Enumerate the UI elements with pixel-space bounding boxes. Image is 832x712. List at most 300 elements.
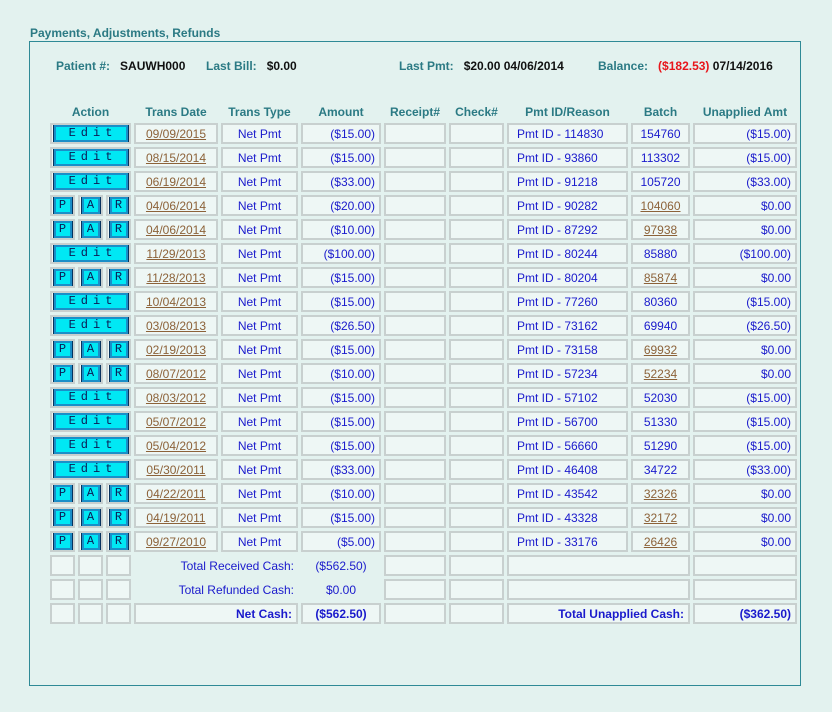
p-button[interactable]: P <box>54 485 72 502</box>
unapplied-cell: $0.00 <box>693 339 797 360</box>
table-row <box>50 243 797 264</box>
col-check: Check# <box>455 105 498 119</box>
receipt-cell <box>384 147 446 168</box>
r-button[interactable]: R <box>110 485 128 502</box>
a-button[interactable]: A <box>82 509 100 526</box>
a-button[interactable]: A <box>82 485 100 502</box>
trans-date-cell <box>134 219 218 240</box>
last-pmt-value: $20.00 04/06/2014 <box>463 59 564 73</box>
batch-cell <box>631 483 690 504</box>
trans-date-link[interactable]: 05/30/2011 <box>146 462 206 477</box>
last-pmt-label: Last Pmt: <box>399 59 454 73</box>
check-cell <box>449 171 504 192</box>
amount-cell: ($100.00) <box>301 243 381 264</box>
empty-cell <box>384 579 446 600</box>
action-cell <box>78 507 103 528</box>
action-cell <box>78 195 103 216</box>
balance-label: Balance: <box>598 59 649 73</box>
check-cell <box>449 459 504 480</box>
table-row <box>50 387 797 408</box>
trans-date-cell <box>134 147 218 168</box>
unapplied-cell: ($26.50) <box>693 315 797 336</box>
net-cash-value: ($562.50) <box>301 603 381 624</box>
batch-link[interactable]: 69932 <box>643 342 678 357</box>
amount-cell: ($5.00) <box>301 531 381 552</box>
batch-cell <box>631 411 690 432</box>
table-row <box>50 435 797 456</box>
pmt-id-cell: Pmt ID - 56700 <box>507 411 628 432</box>
batch-cell <box>631 147 690 168</box>
action-cell <box>106 483 131 504</box>
edit-button[interactable]: Edit <box>54 317 128 334</box>
p-button[interactable]: P <box>54 341 72 358</box>
trans-date-link[interactable]: 05/07/2012 <box>145 414 207 429</box>
trans-date-link[interactable]: 05/04/2012 <box>145 438 207 453</box>
batch-cell <box>631 267 690 288</box>
payments-table <box>47 101 800 627</box>
action-cell <box>106 507 131 528</box>
edit-button[interactable]: Edit <box>54 413 128 430</box>
table-row <box>50 507 797 528</box>
check-cell <box>449 195 504 216</box>
batch-cell <box>631 363 690 384</box>
check-cell <box>449 483 504 504</box>
empty-cell <box>50 555 75 576</box>
action-cell <box>50 267 75 288</box>
amount-cell: ($15.00) <box>301 507 381 528</box>
trans-date-link[interactable]: 11/28/2013 <box>146 270 206 285</box>
action-cell <box>50 411 131 432</box>
trans-date-link[interactable]: 08/03/2012 <box>145 390 207 405</box>
check-cell <box>449 315 504 336</box>
receipt-cell <box>384 267 446 288</box>
batch-link[interactable]: 85874 <box>643 270 678 285</box>
check-cell <box>449 387 504 408</box>
trans-type-cell: Net Pmt <box>221 195 298 216</box>
receipt-cell <box>384 123 446 144</box>
action-cell <box>106 219 131 240</box>
action-cell <box>78 531 103 552</box>
check-cell <box>449 267 504 288</box>
trans-type-cell: Net Pmt <box>221 459 298 480</box>
trans-date-cell <box>134 243 218 264</box>
col-pmt-id: Pmt ID/Reason <box>525 105 610 119</box>
unapplied-cell: ($15.00) <box>693 411 797 432</box>
last-bill-info <box>206 59 297 73</box>
p-button[interactable]: P <box>54 509 72 526</box>
unapplied-cell: ($100.00) <box>693 243 797 264</box>
edit-button[interactable]: Edit <box>54 125 128 142</box>
table-row <box>50 123 797 144</box>
amount-cell: ($15.00) <box>301 435 381 456</box>
unapplied-cell: ($15.00) <box>693 147 797 168</box>
action-cell <box>50 507 75 528</box>
trans-date-link[interactable]: 10/04/2013 <box>145 294 207 309</box>
action-cell <box>78 363 103 384</box>
trans-date-link[interactable]: 02/19/2013 <box>145 342 207 357</box>
check-cell <box>449 435 504 456</box>
p-button[interactable]: P <box>54 197 72 214</box>
trans-type-cell: Net Pmt <box>221 507 298 528</box>
pmt-id-cell: Pmt ID - 91218 <box>507 171 628 192</box>
empty-cell <box>78 555 103 576</box>
unapplied-cell: ($15.00) <box>693 387 797 408</box>
trans-date-link[interactable]: 03/08/2013 <box>145 318 207 333</box>
trans-date-link[interactable]: 08/15/2014 <box>145 150 207 165</box>
col-trans-type: Trans Type <box>228 105 291 119</box>
receipt-cell <box>384 171 446 192</box>
amount-cell: ($10.00) <box>301 363 381 384</box>
action-cell <box>50 123 131 144</box>
pmt-id-cell: Pmt ID - 87292 <box>507 219 628 240</box>
batch-value: 34722 <box>643 462 678 477</box>
action-cell <box>50 243 131 264</box>
check-cell <box>449 123 504 144</box>
amount-cell: ($15.00) <box>301 267 381 288</box>
total-received-row <box>50 555 797 576</box>
action-cell <box>50 147 131 168</box>
trans-date-link[interactable]: 08/07/2012 <box>145 366 207 381</box>
trans-date-cell <box>134 267 218 288</box>
table-row <box>50 267 797 288</box>
section-title: Payments, Adjustments, Refunds <box>30 26 221 40</box>
batch-cell <box>631 171 690 192</box>
receipt-cell <box>384 291 446 312</box>
total-refunded-row <box>50 579 797 600</box>
receipt-cell <box>384 387 446 408</box>
trans-type-cell: Net Pmt <box>221 363 298 384</box>
table-row <box>50 315 797 336</box>
batch-cell <box>631 243 690 264</box>
table-row <box>50 363 797 384</box>
edit-button[interactable]: Edit <box>54 461 128 478</box>
pmt-id-cell: Pmt ID - 73162 <box>507 315 628 336</box>
r-button[interactable]: R <box>110 365 128 382</box>
action-cell <box>106 363 131 384</box>
batch-link[interactable]: 26426 <box>643 534 678 549</box>
trans-date-cell <box>134 387 218 408</box>
balance-info <box>598 59 773 73</box>
patient-label: Patient #: <box>56 59 111 73</box>
edit-button[interactable]: Edit <box>54 437 128 454</box>
amount-cell: ($15.00) <box>301 291 381 312</box>
p-button[interactable]: P <box>54 365 72 382</box>
pmt-id-cell: Pmt ID - 43542 <box>507 483 628 504</box>
a-button[interactable]: A <box>82 533 100 550</box>
unapplied-cell: $0.00 <box>693 363 797 384</box>
amount-cell: ($10.00) <box>301 219 381 240</box>
r-button[interactable]: R <box>110 509 128 526</box>
amount-cell: ($26.50) <box>301 315 381 336</box>
empty-cell <box>78 603 103 624</box>
unapplied-cell: ($15.00) <box>693 435 797 456</box>
trans-date-cell <box>134 459 218 480</box>
amount-cell: ($20.00) <box>301 195 381 216</box>
empty-cell <box>106 579 131 600</box>
trans-type-cell: Net Pmt <box>221 171 298 192</box>
action-cell <box>50 339 75 360</box>
action-cell <box>50 435 131 456</box>
unapplied-cell: $0.00 <box>693 483 797 504</box>
last-bill-value: $0.00 <box>266 59 297 73</box>
batch-value: 154760 <box>640 126 681 141</box>
trans-date-cell <box>134 483 218 504</box>
r-button[interactable]: R <box>110 341 128 358</box>
pmt-id-cell: Pmt ID - 56660 <box>507 435 628 456</box>
pmt-id-cell: Pmt ID - 73158 <box>507 339 628 360</box>
unapplied-cell: $0.00 <box>693 507 797 528</box>
action-cell <box>50 219 75 240</box>
pmt-id-cell: Pmt ID - 46408 <box>507 459 628 480</box>
table-row <box>50 147 797 168</box>
pmt-id-cell: Pmt ID - 77260 <box>507 291 628 312</box>
trans-type-cell: Net Pmt <box>221 291 298 312</box>
total-refunded-value: $0.00 <box>325 582 357 597</box>
trans-date-cell <box>134 195 218 216</box>
trans-date-link[interactable]: 11/29/2013 <box>146 246 206 261</box>
batch-cell <box>631 507 690 528</box>
trans-type-cell: Net Pmt <box>221 387 298 408</box>
empty-cell <box>106 555 131 576</box>
trans-date-cell <box>134 339 218 360</box>
table-row <box>50 411 797 432</box>
edit-button[interactable]: Edit <box>54 173 128 190</box>
table-row <box>50 531 797 552</box>
patient-info <box>56 59 185 73</box>
batch-cell <box>631 315 690 336</box>
batch-value: 51330 <box>643 414 678 429</box>
trans-date-cell <box>134 435 218 456</box>
trans-date-link[interactable]: 09/09/2015 <box>145 126 207 141</box>
p-button[interactable]: P <box>54 269 72 286</box>
empty-cell <box>693 555 797 576</box>
batch-cell <box>631 435 690 456</box>
check-cell <box>449 411 504 432</box>
empty-cell <box>106 603 131 624</box>
trans-type-cell: Net Pmt <box>221 411 298 432</box>
unapplied-cell: $0.00 <box>693 195 797 216</box>
pmt-id-cell: Pmt ID - 80204 <box>507 267 628 288</box>
trans-date-cell <box>134 123 218 144</box>
pmt-id-cell: Pmt ID - 43328 <box>507 507 628 528</box>
batch-value: 113302 <box>640 150 681 165</box>
trans-date-link[interactable]: 04/06/2014 <box>145 222 207 237</box>
edit-button[interactable]: Edit <box>54 293 128 310</box>
receipt-cell <box>384 531 446 552</box>
edit-button[interactable]: Edit <box>54 149 128 166</box>
empty-cell <box>384 555 446 576</box>
empty-cell <box>384 603 446 624</box>
batch-cell <box>631 459 690 480</box>
net-cash-label: Net Cash: <box>134 603 298 624</box>
batch-cell <box>631 195 690 216</box>
action-cell <box>50 315 131 336</box>
action-cell <box>106 531 131 552</box>
col-action: Action <box>71 105 110 119</box>
col-trans-date: Trans Date <box>145 105 207 119</box>
pmt-id-cell: Pmt ID - 33176 <box>507 531 628 552</box>
trans-date-link[interactable]: 06/19/2014 <box>145 174 207 189</box>
col-amount: Amount <box>318 105 364 119</box>
pmt-id-cell: Pmt ID - 93860 <box>507 147 628 168</box>
total-received-label: Total Received Cash: <box>180 558 294 573</box>
net-cash-row <box>50 603 797 624</box>
batch-value: 105720 <box>640 174 681 189</box>
empty-cell <box>449 555 504 576</box>
receipt-cell <box>384 459 446 480</box>
col-unapplied: Unapplied Amt <box>702 105 788 119</box>
trans-type-cell: Net Pmt <box>221 243 298 264</box>
action-cell <box>50 483 75 504</box>
total-unapplied-value: ($362.50) <box>693 603 797 624</box>
receipt-cell <box>384 507 446 528</box>
batch-link[interactable]: 104060 <box>640 198 681 213</box>
check-cell <box>449 531 504 552</box>
table-row <box>50 195 797 216</box>
a-button[interactable]: A <box>82 341 100 358</box>
batch-link[interactable]: 32172 <box>643 510 678 525</box>
action-cell <box>50 171 131 192</box>
action-cell <box>50 363 75 384</box>
trans-date-cell <box>134 315 218 336</box>
receipt-cell <box>384 339 446 360</box>
total-unapplied-label: Total Unapplied Cash: <box>507 603 690 624</box>
check-cell <box>449 291 504 312</box>
table-row <box>50 219 797 240</box>
check-cell <box>449 507 504 528</box>
pmt-id-cell: Pmt ID - 90282 <box>507 195 628 216</box>
amount-cell: ($15.00) <box>301 411 381 432</box>
trans-date-cell <box>134 411 218 432</box>
unapplied-cell: ($15.00) <box>693 123 797 144</box>
pmt-id-cell: Pmt ID - 57234 <box>507 363 628 384</box>
receipt-cell <box>384 363 446 384</box>
check-cell <box>449 363 504 384</box>
receipt-cell <box>384 411 446 432</box>
batch-link[interactable]: 32326 <box>643 486 678 501</box>
table-row <box>50 339 797 360</box>
action-cell <box>78 483 103 504</box>
receipt-cell <box>384 219 446 240</box>
last-bill-label: Last Bill: <box>206 59 257 73</box>
trans-date-link[interactable]: 04/22/2011 <box>146 486 206 501</box>
table-row <box>50 483 797 504</box>
unapplied-cell: $0.00 <box>693 531 797 552</box>
a-button[interactable]: A <box>82 197 100 214</box>
action-cell <box>50 531 75 552</box>
r-button[interactable]: R <box>110 221 128 238</box>
batch-value: 80360 <box>643 294 678 309</box>
trans-type-cell: Net Pmt <box>221 315 298 336</box>
pmt-id-cell: Pmt ID - 80244 <box>507 243 628 264</box>
batch-cell <box>631 531 690 552</box>
batch-value: 69940 <box>643 318 678 333</box>
p-button[interactable]: P <box>54 221 72 238</box>
col-receipt: Receipt# <box>389 105 441 119</box>
receipt-cell <box>384 315 446 336</box>
trans-date-cell <box>134 531 218 552</box>
receipt-cell <box>384 483 446 504</box>
trans-type-cell: Net Pmt <box>221 267 298 288</box>
batch-value: 51290 <box>643 438 678 453</box>
trans-date-link[interactable]: 09/27/2010 <box>145 534 207 549</box>
amount-cell: ($15.00) <box>301 123 381 144</box>
empty-cell <box>50 603 75 624</box>
trans-type-cell: Net Pmt <box>221 435 298 456</box>
empty-cell <box>449 579 504 600</box>
a-button[interactable]: A <box>82 269 100 286</box>
total-refunded-label: Total Refunded Cash: <box>178 582 294 597</box>
balance-date: 07/14/2016 <box>712 59 773 73</box>
r-button[interactable]: R <box>110 197 128 214</box>
unapplied-cell: ($33.00) <box>693 459 797 480</box>
amount-cell: ($15.00) <box>301 387 381 408</box>
trans-type-cell: Net Pmt <box>221 339 298 360</box>
batch-cell <box>631 387 690 408</box>
trans-date-cell <box>134 507 218 528</box>
unapplied-cell: $0.00 <box>693 267 797 288</box>
trans-type-cell: Net Pmt <box>221 483 298 504</box>
action-cell <box>106 195 131 216</box>
batch-link[interactable]: 97938 <box>643 222 678 237</box>
unapplied-cell: ($33.00) <box>693 171 797 192</box>
edit-button[interactable]: Edit <box>54 389 128 406</box>
action-cell <box>50 459 131 480</box>
check-cell <box>449 243 504 264</box>
trans-type-cell: Net Pmt <box>221 123 298 144</box>
edit-button[interactable]: Edit <box>54 245 128 262</box>
receipt-cell <box>384 243 446 264</box>
table-header-row <box>50 104 797 120</box>
action-cell <box>50 291 131 312</box>
trans-date-cell <box>134 291 218 312</box>
unapplied-cell: ($15.00) <box>693 291 797 312</box>
batch-value: 85880 <box>643 246 678 261</box>
batch-cell <box>631 219 690 240</box>
patient-value: SAUWH000 <box>120 59 186 73</box>
amount-cell: ($33.00) <box>301 171 381 192</box>
action-cell <box>50 195 75 216</box>
trans-date-cell <box>134 171 218 192</box>
trans-date-link[interactable]: 04/06/2014 <box>145 198 207 213</box>
unapplied-cell: $0.00 <box>693 219 797 240</box>
table-row <box>50 291 797 312</box>
amount-cell: ($33.00) <box>301 459 381 480</box>
action-cell <box>106 267 131 288</box>
last-pmt-info <box>399 59 564 73</box>
batch-cell <box>631 123 690 144</box>
r-button[interactable]: R <box>110 269 128 286</box>
receipt-cell <box>384 195 446 216</box>
balance-amount: ($182.53) <box>658 59 710 73</box>
check-cell <box>449 219 504 240</box>
action-cell <box>78 267 103 288</box>
batch-value: 52030 <box>643 390 678 405</box>
p-button[interactable]: P <box>54 533 72 550</box>
batch-link[interactable]: 52234 <box>643 366 678 381</box>
r-button[interactable]: R <box>110 533 128 550</box>
amount-cell: ($15.00) <box>301 147 381 168</box>
receipt-cell <box>384 435 446 456</box>
a-button[interactable]: A <box>82 365 100 382</box>
a-button[interactable]: A <box>82 221 100 238</box>
trans-type-cell: Net Pmt <box>221 219 298 240</box>
check-cell <box>449 147 504 168</box>
trans-date-cell <box>134 363 218 384</box>
trans-date-link[interactable]: 04/19/2011 <box>146 510 206 525</box>
empty-cell <box>78 579 103 600</box>
amount-cell: ($15.00) <box>301 339 381 360</box>
